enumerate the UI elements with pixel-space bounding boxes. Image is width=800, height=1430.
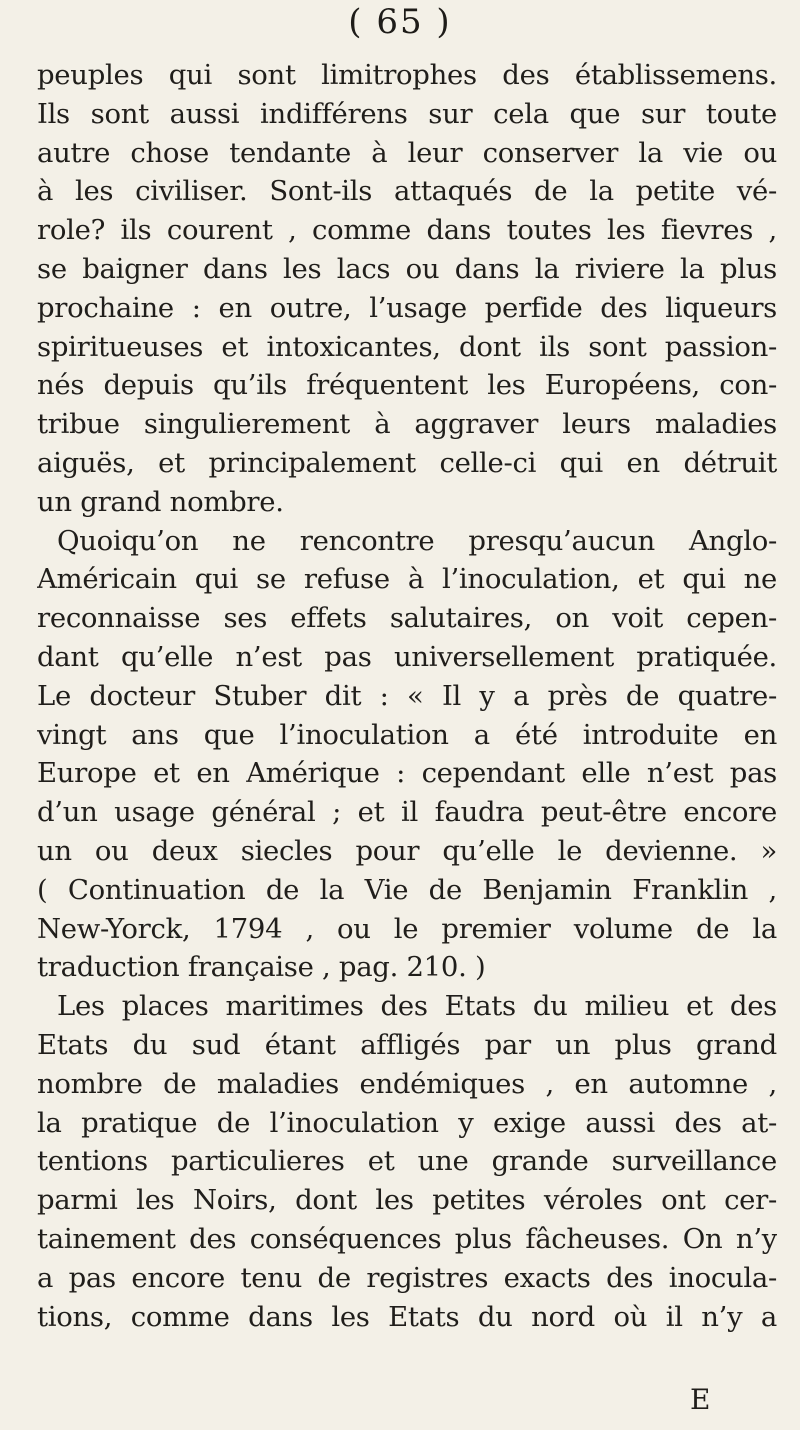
text-line: nés depuis qu’ils fréquentent les Européens, con- (37, 369, 777, 402)
text-line: Quoiqu’on ne rencontre presqu’aucun Anglo- (57, 524, 777, 557)
text-line: a pas encore tenu de registres exacts des inocula- (37, 1261, 777, 1294)
text-line: Américain qui se refuse à l’inoculation, et qui ne (37, 563, 777, 596)
text-line: aiguës, et principalement celle-ci qui en détruit (37, 446, 777, 479)
text-line: la pratique de l’inoculation y exige aussi des at- (37, 1106, 777, 1139)
text-line: Le docteur Stuber dit : « Il y a près de quatre- (37, 679, 777, 712)
text-line: tainement des conséquences plus fâcheuses. On n’y (37, 1222, 777, 1255)
signature-mark: E (690, 1383, 711, 1416)
text-line: Ils sont aussi indifférens sur cela que sur toute (37, 97, 777, 130)
text-line: vingt ans que l’inoculation a été introduite en (37, 718, 777, 751)
text-line: se baigner dans les lacs ou dans la riviere la plus (37, 252, 777, 285)
text-line: un ou deux siecles pour qu’elle le devienne. » (37, 834, 777, 867)
text-line: prochaine : en outre, l’usage perfide des liqueurs (37, 291, 777, 324)
text-line: New-Yorck, 1794 , ou le premier volume de la (37, 912, 777, 945)
text-line: à les civiliser. Sont-ils attaqués de la petite vé- (37, 175, 777, 208)
text-line: spiritueuses et intoxicantes, dont ils sont passion- (37, 330, 777, 363)
page-number: ( 65 ) (348, 2, 452, 42)
text-line: role? ils courent , comme dans toutes les fievres , (37, 214, 777, 247)
text-line: Les places maritimes des Etats du milieu et des (57, 990, 777, 1023)
text-line: tentions particulieres et une grande surveillance (37, 1145, 777, 1178)
text-line: tions, comme dans les Etats du nord où il n’y a (37, 1300, 777, 1333)
text-line: nombre de maladies endémiques , en automne , (37, 1067, 777, 1100)
text-line: reconnaisse ses effets salutaires, on voit cepen- (37, 602, 777, 635)
text-line: Etats du sud étant affligés par un plus grand (37, 1028, 777, 1061)
text-line: autre chose tendante à leur conserver la vie ou (37, 136, 777, 169)
text-line: dant qu’elle n’est pas universellement pratiquée. (37, 640, 777, 673)
text-line: Europe et en Amérique : cependant elle n’est pas (37, 757, 777, 790)
text-line: traduction française , pag. 210. ) (37, 951, 486, 984)
body-text (37, 56, 777, 1336)
text-line: d’un usage général ; et il faudra peut-être encore (37, 796, 777, 829)
text-line: tribue singulierement à aggraver leurs maladies (37, 408, 777, 441)
text-line: peuples qui sont limitrophes des établissemens. (37, 59, 777, 91)
text-line: un grand nombre. (37, 485, 284, 518)
text-line: parmi les Noirs, dont les petites véroles ont cer- (37, 1184, 777, 1217)
text-line: ( Continuation de la Vie de Benjamin Franklin , (37, 873, 777, 906)
